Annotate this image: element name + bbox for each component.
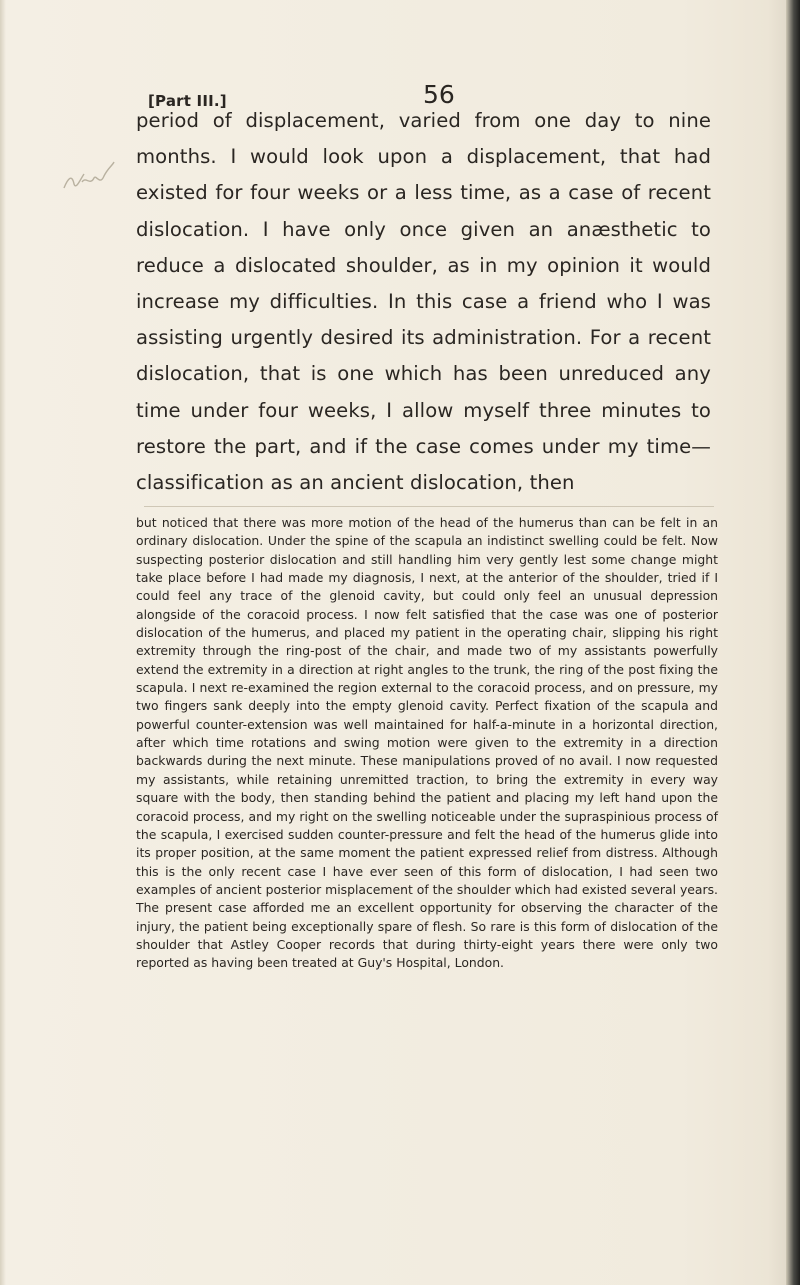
page-number: 56 bbox=[423, 80, 455, 109]
page-edge-shadow bbox=[786, 0, 800, 1285]
running-header-part: [Part III.] bbox=[148, 92, 227, 110]
page-gutter-shadow bbox=[0, 0, 6, 1285]
pencil-marginalia bbox=[62, 160, 116, 194]
main-text-block bbox=[136, 103, 711, 501]
footnote-block bbox=[136, 514, 718, 973]
footnote-divider bbox=[144, 506, 714, 507]
footnote-paragraph: but noticed that there was more motion of the head of the humerus than can be felt in an ordinary dislocation. Under the spine of the scapula an indistinct swelling could be felt. Now suspecting posterior dislocation and still handling him very gently lest some change might take place before I had made my diagnosis, I next, at the anterior of the shoulder, tried if I could feel any trace of the glenoid cavity, but could only feel an unusual depression alongside of the coracoid process. I now felt satisfied that the case was one of posterior dislocation of the humerus, and placed my patient in the operating chair, slipping his right extremity through the ring-post of the chair, and made two of my assistants powerfully extend the extremity in a direction at right angles to the trunk, the ring of the post fixing the scapula. I next re-examined the region external to the coracoid process, and on pressure, my two fingers sank deeply into the empty glenoid cavity. Perfect fixation of the scapula and powerful counter-extension was well maintained for half-a-minute in a horizontal direction, after which time rotations and swing motion were given to the extremity in a direction backwards during the next minute. These manipulations proved of no avail. I now requested my assistants, while retaining unremitted traction, to bring the extremity in every way square with the body, then standing behind the patient and placing my left hand upon the coracoid process, and my right on the swelling noticeable under the supraspinious process of the scapula, I exercised sudden counter-pressure and felt the head of the humerus glide into its proper position, at the same moment the patient expressed relief from distress. Although this is the only recent case I have ever seen of this form of dislocation, I had seen two examples of ancient posterior misplacement of the shoulder which had existed several years. The present case afforded me an excellent opportunity for observing the character of the injury, the patient being exceptionally spare of flesh. So rare is this form of dislocation of the shoulder that Astley Cooper records that during thirty-eight years there were only two reported as having been treated at Guy's Hospital, London. bbox=[136, 515, 718, 971]
main-paragraph: period of displacement, varied from one day to nine months. I would look upon a displacement, that had existed for four weeks or a less time, as a case of recent dislocation. I have only once given an anæsthetic to reduce a dislocated shoulder, as in my opinion it would increase my difficulties. In this case a friend who I was assisting urgently desired its administration. For a recent dislocation, that is one which has been unreduced any time under four weeks, I allow myself three minutes to restore the part, and if the case comes under my time—classification as an ancient dislocation, then bbox=[136, 109, 711, 495]
